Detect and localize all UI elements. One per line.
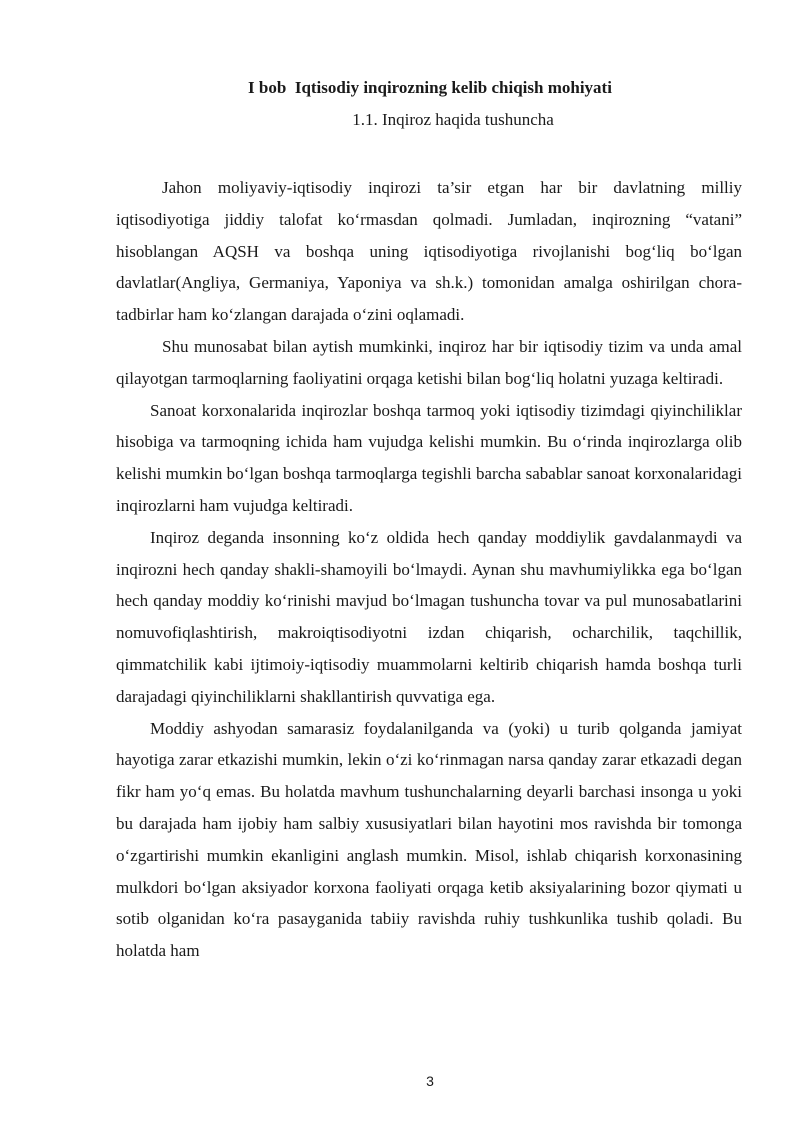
paragraph-4: Inqiroz deganda insonning ko‘z oldida hech qanday moddiylik gavdalanmaydi va inqirozni hech qanday shakli-shamoyili bo‘lmaydi. Aynan shu mavhumiylikka ega bo‘lgan hech qanday moddiy ko‘rinishi mavjud bo‘lmagan tushuncha tovar va pul munosabatlarini nomuvofiqlashtirish, makroiqtisodiyotni izdan chiqarish, ocharchilik, taqchillik, qimmatchilik kabi ijtimoiy-iqtisodiy muammolarni keltirib chiqarish hamda boshqa turli darajadagi qiyinchiliklarni shakllantirish quvvatiga ega. <box>116 527 742 706</box>
body-text <box>116 172 742 967</box>
paragraph-2: Shu munosabat bilan aytish mumkinki, inqiroz har bir iqtisodiy tizim va unda amal qilayotgan tarmoqlarning faoliyatini orqaga ketishi bilan bog‘liq holatni yuzaga keltiradi. <box>116 336 742 388</box>
section-title: 1.1. Inqiroz haqida tushuncha <box>352 110 554 129</box>
paragraph-1: Jahon moliyaviy-iqtisodiy inqirozi ta’sir etgan har bir davlatning milliy iqtisodiyotiga jiddiy talofat ko‘rmasdan qolmadi. Jumladan, inqirozning “vatani” hisoblangan AQSH va boshqa uning iqtisodiyotiga rivojlanishi bog‘liq bo‘lgan davlatlar(Angliya, Germaniya, Yaponiya va sh.k.) tomonidan amalga oshirilgan chora-tadbirlar ham ko‘zlangan darajada o‘zini oqlamadi. <box>116 178 742 325</box>
page-number: 3 <box>426 1073 434 1089</box>
paragraph-5: Moddiy ashyodan samarasiz foydalanilganda va (yoki) u turib qolganda jamiyat hayotiga zarar etkazishi mumkin, lekin o‘zi ko‘rinmagan narsa qanday zarar etkazadi degan fikr ham yo‘q emas. Bu holatda mavhum tushunchalarning deyarli barchasi insonga u yoki bu darajada ham ijobiy ham salbiy xususiyatlari bilan hayotini mos ravishda bir tomonga o‘zgartirishi mumkin ekanligini anglash mumkin. Misol, ishlab chiqarish korxonasining mulkdori bo‘lgan aksiyador korxona faoliyati orqaga ketib aksiyalarining bozor qiymati u sotib olganidan ko‘ra pasayganida tabiiy ravishda ruhiy tushkunlika tushib qoladi. Bu holatda ham <box>116 718 742 961</box>
paragraph-3: Sanoat korxonalarida inqirozlar boshqa tarmoq yoki iqtisodiy tizimdagi qiyinchiliklar hisobiga va tarmoqning ichida ham vujudga kelishi mumkin. Bu o‘rinda inqirozlarga olib kelishi mumkin bo‘lgan boshqa tarmoqlarga tegishli barcha sabablar sanoat korxonalaridagi inqirozlarni ham vujudga keltiradi. <box>116 400 742 515</box>
chapter-title: I bob Iqtisodiy inqirozning kelib chiqish mohiyati <box>248 78 612 97</box>
